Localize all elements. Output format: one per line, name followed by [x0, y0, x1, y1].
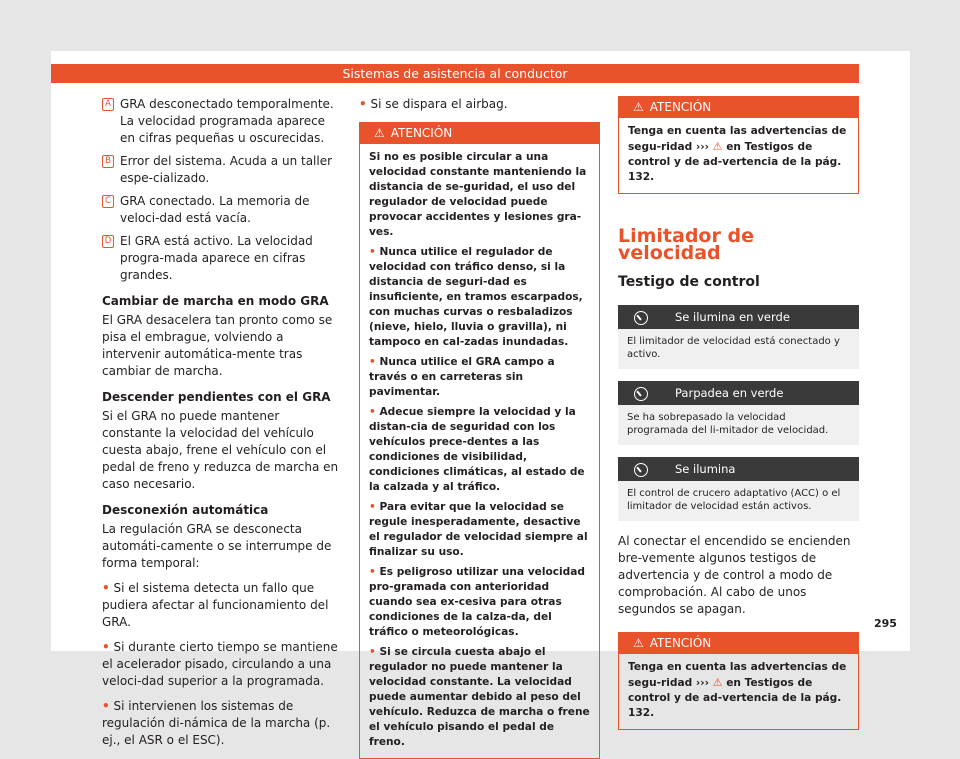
lamp-row-3 [618, 457, 859, 481]
warning-bullet [369, 355, 590, 400]
column-1 [102, 96, 342, 749]
bullet-text: Si el sistema detecta un fallo que pudiera afectar al funcionamiento del GRA. [102, 581, 329, 629]
lamp-description: Se ha sobrepasado la velocidad programada del li-mitador de velocidad. [618, 405, 859, 445]
column-2 [359, 96, 600, 759]
warning-text-pre: Tenga en cuenta las advertencias de segu-ridad ››› [628, 125, 847, 153]
heading-auto-disconnect: Desconexión automática [102, 503, 269, 517]
warning-body [619, 654, 858, 729]
bullet-dot-icon: • [369, 566, 376, 578]
bullet-dot-icon: • [369, 501, 376, 513]
legend-item-a [102, 96, 342, 147]
lamp-description: El control de crucero adaptativo (ACC) o el limitador de velocidad están activos. [618, 481, 859, 521]
heading-downhill: Descender pendientes con el GRA [102, 390, 331, 404]
bullet-dot-icon: • [102, 699, 110, 713]
warning-box [359, 122, 600, 759]
bullet-text: Si intervienen los sistemas de regulación di-námica de la marcha (p. ej., el ASR o el ESC). [102, 699, 331, 747]
warning-bullet [369, 245, 590, 350]
column-3 [618, 96, 859, 730]
warning-triangle-icon: ⚠ [633, 636, 644, 650]
legend-item-c [102, 193, 342, 227]
bullet-dot-icon: • [102, 581, 110, 595]
section-subtitle: Testigo de control [618, 274, 760, 290]
warning-body [619, 118, 858, 193]
lamp-label: Se ilumina [675, 462, 736, 476]
bullet-item [102, 580, 342, 631]
legend-badge-d: D [102, 235, 114, 248]
lamp-row-2 [618, 381, 859, 405]
warning-label: ATENCIÓN [390, 126, 453, 140]
warning-header [619, 97, 858, 118]
bullet-text: Si durante cierto tiempo se mantiene el acelerador pisado, circulando a una veloci-dad superior a la programada. [102, 640, 338, 688]
lamp-description: El limitador de velocidad está conectado y activo. [618, 329, 859, 369]
warning-text-pre: Tenga en cuenta las advertencias de segu-ridad ››› [628, 661, 847, 689]
warning-header [619, 633, 858, 654]
warning-triangle-icon: ⚠ [374, 126, 385, 140]
paragraph-gear-change: El GRA desacelera tan pronto como se pisa el embrague, volviendo a intervenir automática-mente tras cambiar de marcha. [102, 313, 333, 378]
legend-badge-b: B [102, 155, 114, 168]
bullet-dot-icon: • [369, 406, 376, 418]
bullet-dot-icon: • [102, 640, 110, 654]
warning-body [360, 144, 599, 758]
bullet-dot-icon: • [369, 646, 376, 658]
speedometer-icon [634, 463, 648, 477]
warning-triangle-icon: ⚠ [712, 676, 723, 689]
legend-badge-c: C [102, 195, 114, 208]
bullet-item [102, 639, 342, 690]
legend-item-d [102, 233, 342, 284]
warning-bullet [369, 405, 590, 495]
legend-text-b: Error del sistema. Acuda a un taller espe-cializado. [120, 154, 333, 185]
warning-box-top [618, 96, 859, 194]
warning-bullet-text: Nunca utilice el GRA campo a través o en carreteras sin pavimentar. [369, 356, 555, 398]
heading-gear-change: Cambiar de marcha en modo GRA [102, 294, 329, 308]
legend-text-c: GRA conectado. La memoria de veloci-dad está vacía. [120, 194, 310, 225]
legend-item-b [102, 153, 342, 187]
page-number: 295 [874, 617, 897, 630]
speedometer-icon [634, 387, 648, 401]
bullet-item [102, 698, 342, 749]
warning-text [628, 660, 849, 721]
lamp-row-1 [618, 305, 859, 329]
section-header: Sistemas de asistencia al conductor [51, 64, 859, 83]
paragraph-auto-disconnect: La regulación GRA se desconecta automáti-camente o se interrumpe de forma temporal: [102, 522, 332, 570]
warning-bullet-text: Para evitar que la velocidad se regule inesperadamente, desactive el regulador de velocidad siempre al finalizar su uso. [369, 501, 588, 558]
warning-box-bottom [618, 632, 859, 730]
warning-header [360, 123, 599, 144]
legend-text-a: GRA desconectado temporalmente. La velocidad programada aparece en cifras pequeñas u oscurecidas. [120, 97, 334, 145]
paragraph-downhill: Si el GRA no puede mantener constante la velocidad del vehículo cuesta abajo, frene el vehículo con el pedal de freno y reduzca de marcha en caso necesario. [102, 409, 339, 491]
bullet-item [359, 96, 600, 113]
lamp-label: Parpadea en verde [675, 386, 784, 400]
speedometer-icon [634, 311, 648, 325]
legend-text-d: El GRA está activo. La velocidad progra-mada aparece en cifras grandes. [120, 234, 313, 282]
section-title: Limitador de velocidad [618, 225, 754, 264]
warning-bullet-text: Adecue siempre la velocidad y la distan-cia de seguridad con los vehículos prece-dentes a las condiciones de visibilidad, condiciones climáticas, al estado de la calzada y al tráfico. [369, 406, 585, 493]
warning-bullet [369, 645, 590, 750]
bullet-dot-icon: • [369, 246, 376, 258]
bullet-dot-icon: • [369, 356, 376, 368]
bullet-dot-icon: • [359, 97, 367, 111]
warning-text [628, 124, 849, 185]
warning-triangle-icon: ⚠ [712, 140, 723, 153]
warning-bullet-text: Nunca utilice el regulador de velocidad con tráfico denso, si la distancia de seguri-dad es insuficiente, en tramos escarpados, con muchas curvas o resbaladizos (nieve, hielo, lluvia o gravilla), ni tampoco en cal-zadas inundadas. [369, 246, 583, 348]
warning-bullet [369, 500, 590, 560]
lamp-label: Se ilumina en verde [675, 310, 790, 324]
warning-intro: Si no es posible circular a una velocidad constante manteniendo la distancia de se-guridad, el uso del regulador de velocidad puede provocar accidentes y lesiones gra-ves. [369, 151, 587, 238]
paragraph-startup: Al conectar el encendido se encienden bre-vemente algunos testigos de advertencia y de control a modo de comprobación. Al cabo de unos segundos se apagan. [618, 534, 851, 616]
warning-link-text[interactable]: en Testigos de control y de ad-vertencia de la pág. 132. [628, 141, 842, 183]
warning-label: ATENCIÓN [649, 100, 712, 114]
warning-bullet-text: Si se circula cuesta abajo el regulador no puede mantener la velocidad constante. La velocidad puede aumentar debido al peso del vehículo. Reduzca de marcha o frene el vehículo pisando el pedal de freno. [369, 646, 590, 748]
warning-bullet-text: Es peligroso utilizar una velocidad pro-gramada con anterioridad cuando sea ex-cesiva para otras condiciones de la calza-da, del tráfico o meteorológicas. [369, 566, 585, 638]
bullet-text: Si se dispara el airbag. [370, 97, 508, 111]
legend-badge-a: A [102, 98, 114, 111]
warning-bullet [369, 565, 590, 640]
warning-triangle-icon: ⚠ [633, 100, 644, 114]
warning-label: ATENCIÓN [649, 636, 712, 650]
warning-link-text[interactable]: en Testigos de control y de ad-vertencia de la pág. 132. [628, 677, 842, 719]
